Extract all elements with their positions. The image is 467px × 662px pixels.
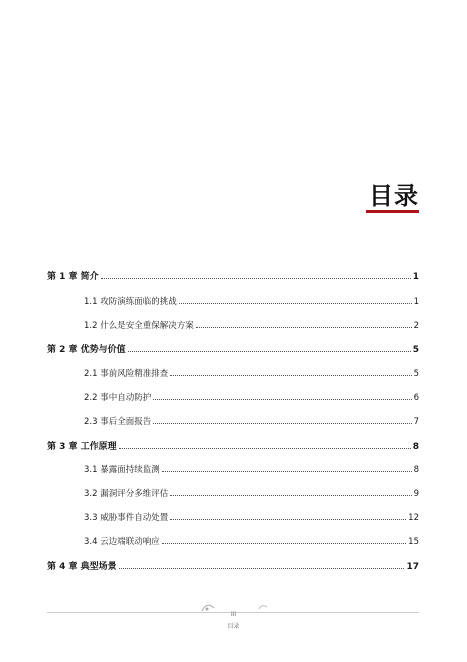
toc-leader-dots xyxy=(170,512,406,520)
toc-leader-dots xyxy=(179,296,412,304)
page-title: 目录 xyxy=(369,182,419,210)
toc-leader-dots xyxy=(119,441,411,449)
toc-leader-dots xyxy=(162,536,406,544)
toc-page-number: 5 xyxy=(412,345,419,355)
toc-page-number: 6 xyxy=(413,393,419,403)
toc-entry-section-1-2[interactable] xyxy=(84,320,419,332)
toc-entry-section-2-3[interactable] xyxy=(84,416,419,428)
toc-leader-dots xyxy=(162,464,412,472)
toc-entry-section-2-2[interactable] xyxy=(84,392,419,404)
toc-page-number: 1 xyxy=(413,297,419,307)
toc-page-number: 1 xyxy=(412,272,419,282)
toc-entry-chapter-2[interactable] xyxy=(47,344,419,356)
toc-label: 第 1 章 简介 xyxy=(47,272,99,282)
toc-entry-section-3-2[interactable] xyxy=(84,488,419,500)
footer-page-number: iii xyxy=(230,611,236,618)
toc-page-number: 17 xyxy=(406,562,419,572)
toc-page-number: 9 xyxy=(413,489,419,499)
toc-leader-dots xyxy=(128,344,411,352)
toc-label: 3.2 漏洞评分多维评估 xyxy=(84,489,169,499)
toc-leader-dots xyxy=(119,561,405,569)
toc-entry-chapter-3[interactable] xyxy=(47,441,419,453)
toc-label: 1.2 什么是安全重保解决方案 xyxy=(84,321,194,331)
toc-page-number: 15 xyxy=(408,537,419,547)
toc-label: 2.1 事前风险精准排查 xyxy=(84,369,169,379)
toc-leader-dots xyxy=(170,368,411,376)
toc-leader-dots xyxy=(196,320,412,328)
toc-label: 2.2 事中自动防护 xyxy=(84,393,152,403)
toc-entry-section-3-4[interactable] xyxy=(84,536,419,548)
toc-label: 1.1 攻防演练面临的挑战 xyxy=(84,297,177,307)
footer-section-label: 目录 xyxy=(227,623,240,630)
toc-page-number: 8 xyxy=(413,465,419,475)
toc-page-number: 12 xyxy=(408,513,419,523)
toc-label: 2.3 事后全面报告 xyxy=(84,417,152,427)
toc-entry-section-3-3[interactable] xyxy=(84,512,419,524)
toc-label: 第 4 章 典型场景 xyxy=(47,562,117,572)
toc-entry-chapter-4[interactable] xyxy=(47,561,419,573)
toc-leader-dots xyxy=(101,271,411,279)
toc-label: 3.3 威胁事件自动处置 xyxy=(84,513,169,523)
toc-label: 第 3 章 工作原理 xyxy=(47,442,117,452)
toc-leader-dots xyxy=(153,416,411,424)
toc-label: 第 2 章 优势与价值 xyxy=(47,345,126,355)
title-underline xyxy=(366,210,419,213)
toc-entry-section-1-1[interactable] xyxy=(84,296,419,308)
toc-entry-chapter-1[interactable] xyxy=(47,271,419,283)
toc-page-number: 5 xyxy=(413,369,419,379)
toc-leader-dots xyxy=(153,392,411,400)
toc-page-number: 2 xyxy=(413,321,419,331)
toc-entry-section-3-1[interactable] xyxy=(84,464,419,476)
toc-label: 3.4 云边端联动响应 xyxy=(84,537,160,547)
toc-page-number: 8 xyxy=(412,442,419,452)
toc-entry-section-2-1[interactable] xyxy=(84,368,419,380)
toc-page-number: 7 xyxy=(413,417,419,427)
toc-leader-dots xyxy=(170,488,411,496)
toc-label: 3.1 暴露面持续监测 xyxy=(84,465,160,475)
